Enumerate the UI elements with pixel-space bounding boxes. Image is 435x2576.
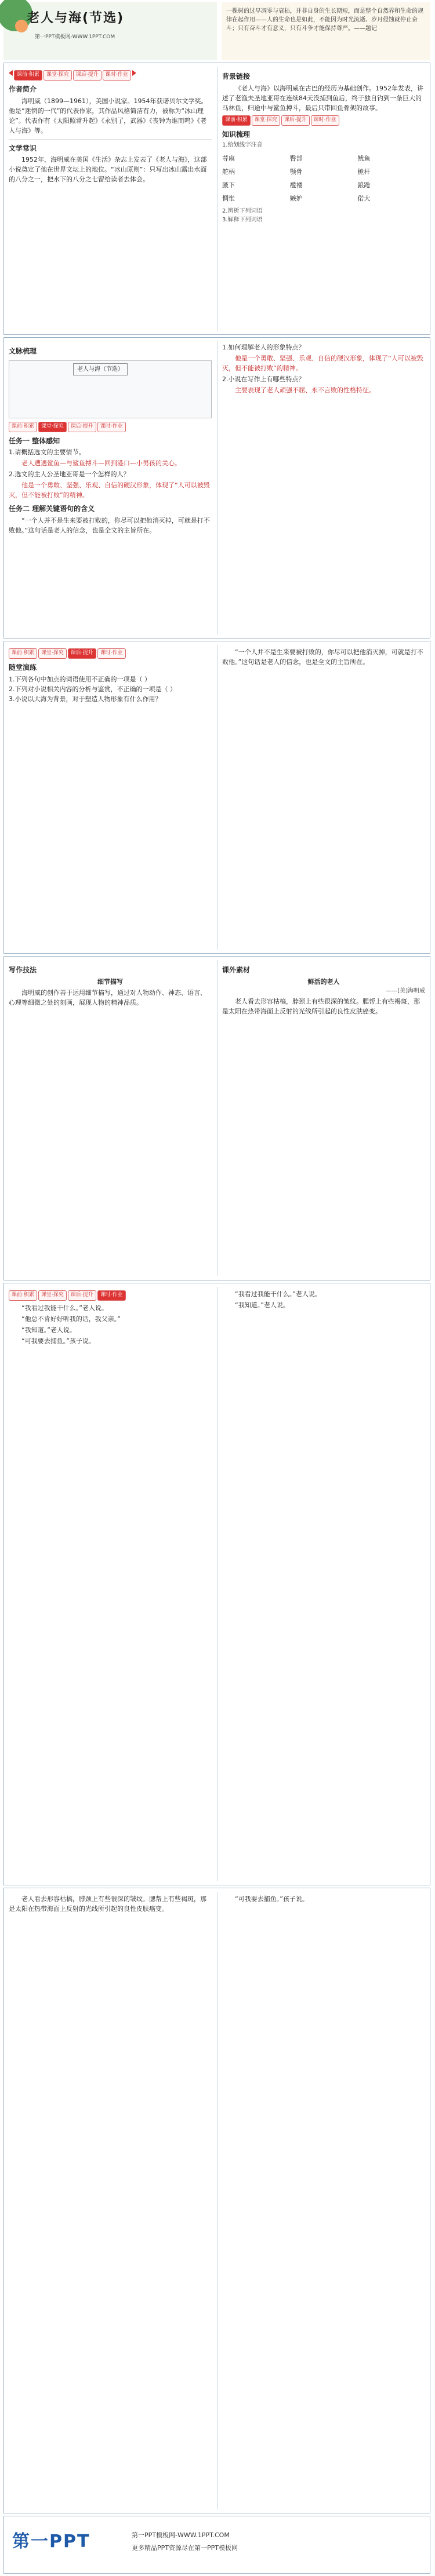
dialogue-line: “他总不肯好好听我的话，我父亲。” <box>21 1315 121 1323</box>
writing-head: 写作技法 <box>9 966 37 974</box>
dialogue-line: “我知道。”老人说。 <box>235 1301 289 1309</box>
tab-1[interactable]: 课堂·探究 <box>44 70 72 81</box>
reading-q1: 1.请概括选文的主要情节。 <box>9 448 85 457</box>
pinyin-item: 偌大 <box>357 194 371 202</box>
sheet-7 <box>3 1888 430 2513</box>
pinyin-item: 舵柄 <box>222 167 235 176</box>
dialogue-line: “我看过我能干什么。”老人说。 <box>235 1290 321 1298</box>
structure-head: 文脉梳理 <box>9 347 37 355</box>
right-a2: 主要表现了老人顽强不屈、永不言败的性格特征。 <box>235 386 375 395</box>
pinyin-item: 惆怅 <box>222 194 235 202</box>
writing-sub: 细节描写 <box>97 977 123 986</box>
tab-2[interactable]: 课后·提升 <box>68 1290 96 1301</box>
pinyin-grid <box>222 154 425 203</box>
practice-q3: 3.小说以大海为背景，对于塑造人物形象有什么作用？ <box>9 695 162 703</box>
tab-0[interactable]: 课前·积累 <box>222 115 251 126</box>
practice-q1: 1.下列各句中加点的词语使用不正确的一项是（ ） <box>9 675 151 683</box>
cover-title: 老人与海(节选) <box>27 11 125 25</box>
writer-head: 作者简介 <box>9 85 37 93</box>
extend-text: 老人看去形容枯槁，脖颈上有些很深的皱纹。腮帮上有些褐斑，那是太阳在热带海面上反射的光线所引起的良性皮肤癌变。 <box>222 998 420 1016</box>
tab-1[interactable]: 课堂·探究 <box>38 648 67 659</box>
sheet4-left <box>9 646 212 948</box>
pinyin-item: 鱿鱼 <box>357 154 371 162</box>
sheet-5 <box>3 956 430 1280</box>
sheet4-right <box>222 646 425 948</box>
practice-head: 随堂演练 <box>9 663 37 672</box>
tab-3[interactable]: 课时·作业 <box>97 1290 126 1301</box>
nav-tabs <box>9 1290 212 1301</box>
practice-q2: 2.下列对小说相关内容的分析与鉴赏，不正确的一项是（ ） <box>9 685 176 693</box>
tab-1[interactable]: 课堂·探究 <box>38 1290 67 1301</box>
sheet6-right <box>222 1288 425 1880</box>
sheet7-left <box>9 1893 212 2508</box>
next-arrow-icon[interactable] <box>132 70 136 76</box>
footer-info-2: 更多精品PPT资源尽在第一PPT模板网 <box>132 2544 238 2552</box>
nav-tabs <box>9 70 212 81</box>
sheet6-left <box>9 1288 212 1880</box>
reading-a1: 老人遭遇鲨鱼—与鲨鱼搏斗—回到港口—小男孩的关心。 <box>21 459 181 468</box>
sheet3-right <box>222 342 425 633</box>
flower-decoration-icon <box>15 20 28 32</box>
tab-0[interactable]: 课前·积累 <box>9 422 37 432</box>
footer-logo[interactable]: 第一PPT <box>12 2531 90 2552</box>
sheet2-right <box>222 68 425 330</box>
dialogue-line: “我知道。”老人说。 <box>21 1326 76 1334</box>
extend-text-cont: 老人看去形容枯槁，脖颈上有些很深的皱纹。腮帮上有些褐斑，那是太阳在热带海面上反射的光线所引起的良性皮肤癌变。 <box>9 1895 206 1913</box>
tab-3[interactable]: 课时·作业 <box>103 70 131 81</box>
reading-head: 任务一 整体感知 <box>9 436 60 445</box>
culture-text: 1952年，海明威在美国《生活》杂志上发表了《老人与海》，这部小说奠定了他在世界文坛上的地位。“冰山原则”：只写出冰山露出水面的八分之一，把水下的八分之七留给读者去体会。 <box>9 156 207 184</box>
tab-2[interactable]: 课后·提升 <box>281 115 310 126</box>
extend-head: 课外素材 <box>222 966 251 974</box>
reading-a2-copy: 他是一个勇敢、坚强、乐观、自信的硬汉形象，体现了“人可以被毁灭，但不能被打败”的精神。 <box>222 355 423 373</box>
cover-sheet <box>3 2 430 60</box>
tab-3[interactable]: 课时·作业 <box>311 115 339 126</box>
tab-0[interactable]: 课前·积累 <box>14 70 42 81</box>
cover-quote: 一棵树的过早凋零与衰枯，并非自身的生长期短，而是整个自然界和生命的规律在起作用——人的生命也是如此，不能因为时光流逝、岁月侵蚀就停止奋斗；只有奋斗才有意义，只有斗争才能保持尊严。——题记 <box>226 8 423 32</box>
nav-tabs <box>222 115 425 126</box>
sheet7-right <box>222 1893 425 2508</box>
pinyin-item: 褴褛 <box>289 181 303 189</box>
background-head: 背景链接 <box>222 72 251 81</box>
nav-tabs <box>9 648 212 659</box>
reading-q2: 2.选文的主人公圣地亚哥是一个怎样的人？ <box>9 470 130 479</box>
sheet2-left <box>9 68 212 330</box>
knowledge-sub3: 3.解释下列词语 <box>222 217 263 224</box>
nav-tabs <box>9 422 212 432</box>
tab-3[interactable]: 课时·作业 <box>97 422 126 432</box>
background-text: 《老人与海》以海明威在古巴的经历为基础创作。1952年发表，讲述了老渔夫圣地亚哥在连续84天没捕到鱼后，终于独自钓到一条巨大的马林鱼，归途中与鲨鱼搏斗，最后只带回鱼骨架的故事。 <box>222 84 423 112</box>
tab-0[interactable]: 课前·积累 <box>9 1290 37 1301</box>
task2-text-right: “一个人并不是生来要被打败的，你尽可以把他消灭掉，可就是打不败他。”这句话是老人的信念，也是全文的主旨所在。 <box>222 648 423 666</box>
sheet-3 <box>3 337 430 638</box>
cover-right <box>222 2 430 60</box>
knowledge-head: 知识梳理 <box>222 130 251 138</box>
prev-arrow-icon[interactable] <box>9 70 13 76</box>
footer-info-1: 第一PPT模板网-WWW.1PPT.COM <box>132 2531 230 2539</box>
task2-head: 任务二 理解关键语句的含义 <box>9 505 95 513</box>
sheet5-right <box>222 961 425 1275</box>
structure-center: 老人与海（节选） <box>73 363 128 376</box>
tab-2[interactable]: 课后·提升 <box>68 422 96 432</box>
extend-author: ——[美]海明威 <box>386 987 425 994</box>
pinyin-item: 踉跄 <box>357 181 371 189</box>
footer-banner <box>3 2516 430 2574</box>
tab-1[interactable]: 课堂·探究 <box>252 115 280 126</box>
knowledge-sub2: 2.辨析下列词语 <box>222 207 263 214</box>
pinyin-item: 颚骨 <box>289 167 303 176</box>
writing-text: 海明威的创作善于运用细节描写，通过对人物动作、神态、语言、心理等细微之处的刻画，展现人物的精神品质。 <box>9 988 206 1006</box>
extend-title: 鲜活的老人 <box>307 977 340 986</box>
cover-brand: 第一PPT模板网-WWW.1PPT.COM <box>35 34 115 40</box>
pinyin-item: 嫉妒 <box>289 194 303 202</box>
sheet-2 <box>3 63 430 335</box>
dialogue-line: “我看过我能干什么。”老人说。 <box>21 1304 108 1312</box>
cover-left <box>3 2 217 60</box>
tab-1[interactable]: 课堂·探究 <box>38 422 67 432</box>
tab-3[interactable]: 课时·作业 <box>97 648 126 659</box>
pinyin-item: 臀部 <box>289 154 303 162</box>
knowledge-sub1: 1.给划线字注音 <box>222 142 263 149</box>
culture-head: 文学常识 <box>9 144 37 152</box>
divider-line <box>9 139 212 140</box>
sheet5-left <box>9 961 212 1275</box>
tab-2[interactable]: 课后·提升 <box>68 648 96 659</box>
pinyin-item: 荨麻 <box>222 154 235 162</box>
task2-text: “一个人并不是生来要被打败的，你尽可以把他消灭掉，可就是打不败他。”这句话是老人的信念，也是全文的主旨所在。 <box>9 516 210 534</box>
pinyin-item: 腋下 <box>222 181 235 189</box>
tab-2[interactable]: 课后·提升 <box>73 70 102 81</box>
sheet3-left <box>9 342 212 633</box>
dialogue-line: “可我要去捕鱼。”孩子说。 <box>235 1895 309 1903</box>
sheet-6 <box>3 1283 430 1885</box>
tab-0[interactable]: 课前·积累 <box>9 648 37 659</box>
right-q1: 1.如何理解老人的形象特点？ <box>222 344 305 351</box>
sheet-4 <box>3 641 430 954</box>
structure-diagram <box>9 360 212 418</box>
pinyin-item: 桅杆 <box>357 167 371 176</box>
writer-text: 海明威（1899—1961），美国小说家。1954年获诺贝尔文学奖。他是“迷惘的一代”的代表作家，其作品风格简洁有力，被称为“冰山理论”。代表作有《太阳照常升起》《永别了，武器》《丧钟为谁而鸣》《老人与海》等。 <box>9 97 208 134</box>
right-q2: 2.小说在写作上有哪些特点？ <box>222 375 305 384</box>
dialogue-line: “可我要去捕鱼。”孩子说。 <box>21 1337 95 1345</box>
reading-a2: 他是一个勇敢、坚强、乐观、自信的硬汉形象，体现了“人可以被毁灭，但不能被打败”的精神。 <box>9 481 210 499</box>
